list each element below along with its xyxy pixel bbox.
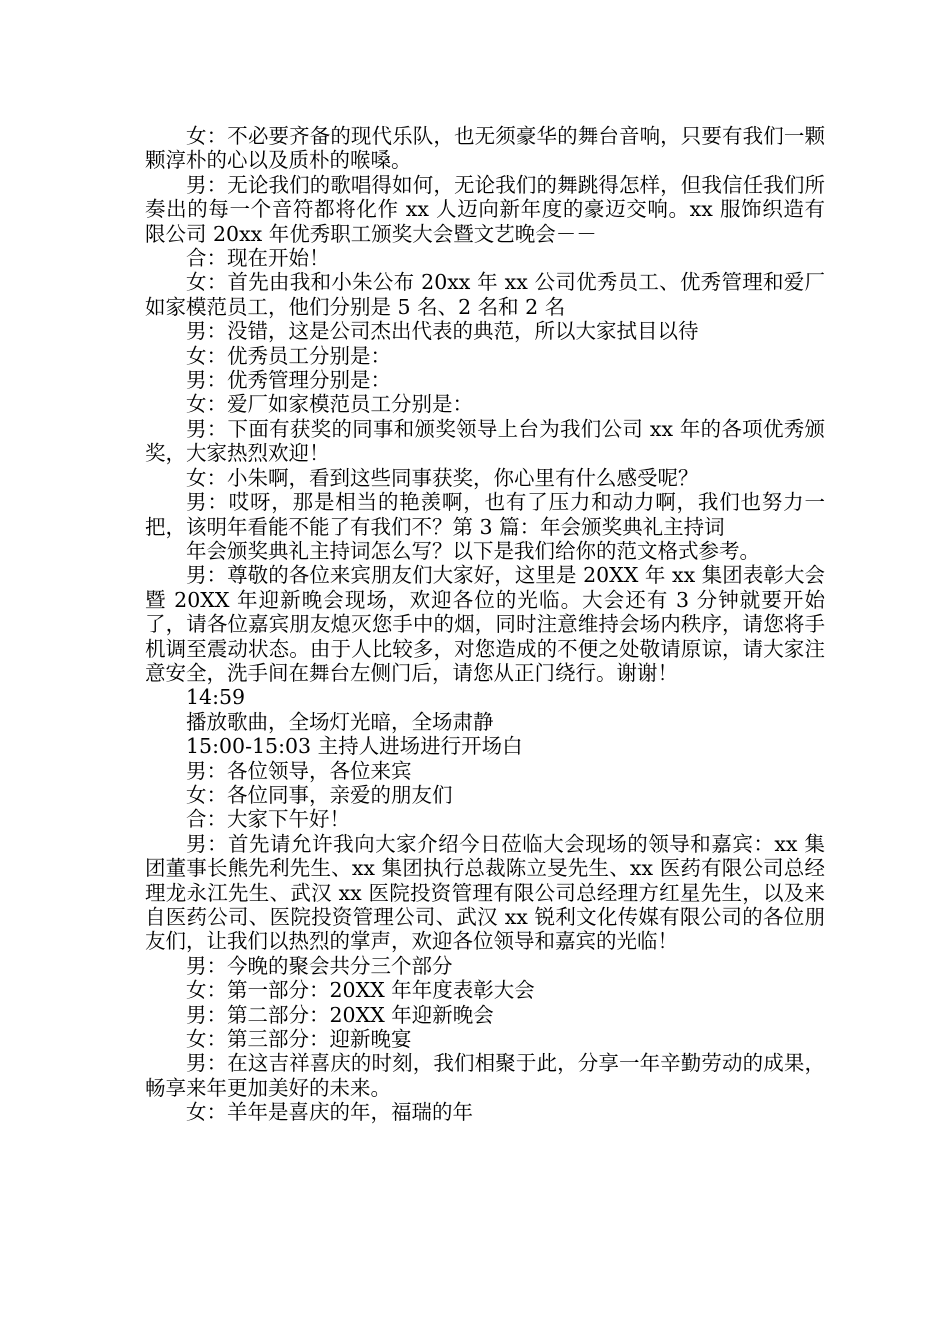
paragraph: 女：羊年是喜庆的年，福瑞的年 [186, 1100, 473, 1125]
paragraph: 15:00-15:03 主持人进场进行开场白 [186, 734, 523, 759]
paragraph: 年会颁奖典礼主持词怎么写？以下是我们给你的范文格式参考。 [186, 538, 760, 563]
paragraph: 男：今晚的聚会共分三个部分 [186, 953, 453, 978]
paragraph: 女：首先由我和小朱公布 20xx 年 xx 公司优秀员工、优秀管理和爱厂如家模范员工，他们分别是 5 名、2 名和 2 名 [145, 270, 825, 319]
paragraph: 男：优秀管理分别是： [186, 368, 391, 393]
timestamp: 14:59 [186, 685, 246, 710]
paragraph: 女：优秀员工分别是： [186, 343, 391, 368]
paragraph: 女：爱厂如家模范员工分别是： [186, 392, 473, 417]
paragraph: 男：各位领导，各位来宾 [186, 758, 412, 783]
paragraph: 男：没错，这是公司杰出代表的典范，所以大家拭目以待 [186, 319, 699, 344]
paragraph: 女：各位同事，亲爱的朋友们 [186, 782, 453, 807]
paragraph: 男：下面有获奖的同事和颁奖领导上台为我们公司 xx 年的各项优秀颁奖，大家热烈欢迎！ [145, 416, 825, 466]
paragraph: 男：哎呀，那是相当的艳羡啊，也有了压力和动力啊，我们也努力一把，该明年看能不能了有我们不？第 3 篇：年会颁奖典礼主持词 [145, 490, 825, 539]
paragraph: 女：第三部分：迎新晚宴 [186, 1027, 412, 1052]
paragraph: 合：大家下午好！ [186, 807, 350, 832]
paragraph: 男：在这吉祥喜庆的时刻，我们相聚于此，分享一年辛勤劳动的成果，畅享来年更加美好的未来。 [145, 1051, 825, 1100]
paragraph: 女：第一部分：20XX 年年度表彰大会 [186, 978, 535, 1003]
paragraph: 女：小朱啊，看到这些同事获奖，你心里有什么感受呢？ [186, 465, 699, 490]
paragraph: 男：第二部分：20XX 年迎新晚会 [186, 1002, 494, 1027]
paragraph: 男：无论我们的歌唱得如何，无论我们的舞跳得怎样，但我信任我们所奏出的每一个音符都将化作 xx 人迈向新年度的豪迈交响。xx 服饰织造有限公司 20xx 年优秀职工颁奖大会暨文艺晚会－－ [145, 172, 825, 246]
paragraph: 播放歌曲，全场灯光暗，全场肃静 [186, 709, 494, 734]
paragraph: 合：现在开始！ [186, 246, 330, 271]
document-body [145, 124, 825, 1125]
paragraph: 男：首先请允许我向大家介绍今日莅临大会现场的领导和嘉宾：xx 集团董事长熊先利先生、xx 集团执行总裁陈立旻先生、xx 医药有限公司总经理龙永江先生、武汉 xx 医院投资管理有限公司总经理方红星先生，以及来自医药公司、医院投资管理公司、武汉 xx 锐利文化传媒有限公司的各位朋友们，让我们以热烈的掌声，欢迎各位领导和嘉宾的光临！ [145, 831, 825, 954]
paragraph: 女：不必要齐备的现代乐队，也无须豪华的舞台音响，只要有我们一颗颗淳朴的心以及质朴的喉嗓。 [145, 124, 825, 173]
paragraph: 男：尊敬的各位来宾朋友们大家好，这里是 20XX 年 xx 集团表彰大会暨 20XX 年迎新晚会现场，欢迎各位的光临。大会还有 3 分钟就要开始了，请各位嘉宾朋友熄灭您手中的烟，同时注意维持会场内秩序，请您将手机调至震动状态。由于人比较多，对您造成的不便之处敬请原谅，请大家注意安全，洗手间在舞台左侧门后，请您从正门绕行。谢谢！ [145, 563, 825, 685]
